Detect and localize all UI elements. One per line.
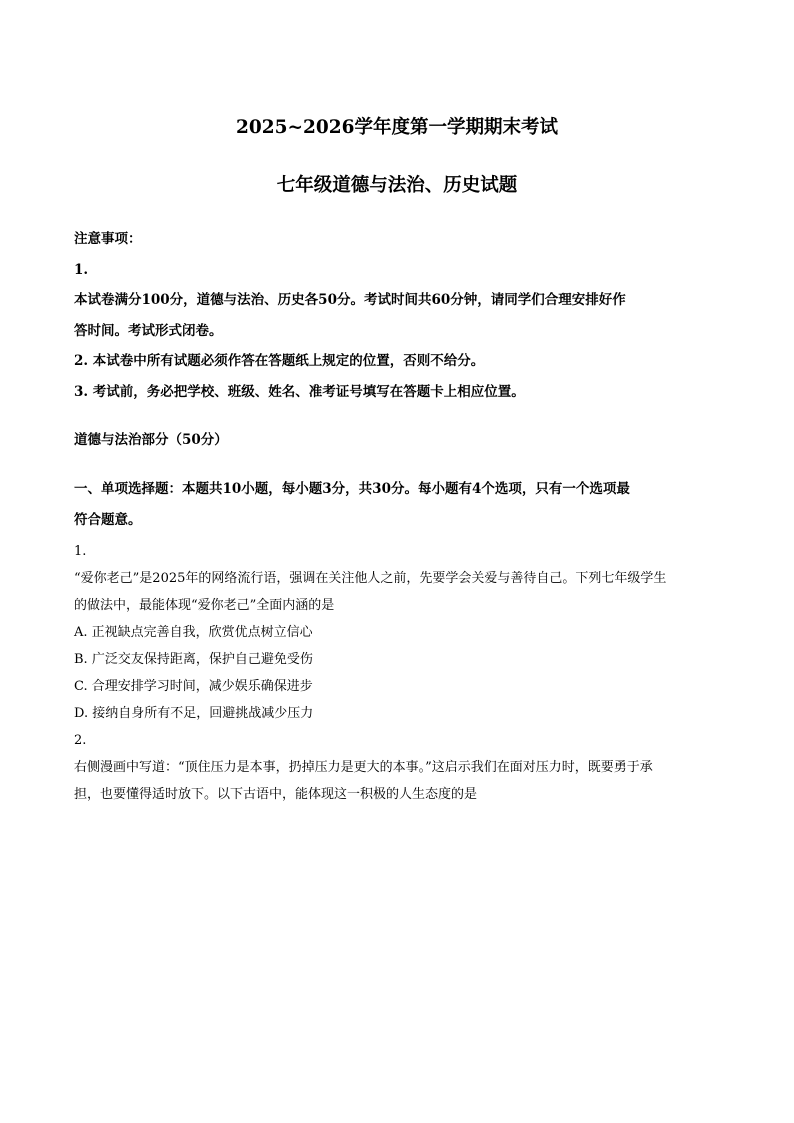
exam-title: 2025~2026学年度第一学期期末考试 xyxy=(236,117,558,138)
question-stem-line-1: 右侧漫画中写道：“顶住压力是本事，扔掉压力是更大的本事。”这启示我们在面对压力时，既要勇于承 xyxy=(74,760,653,775)
notice-item-1-line-2: 答时间。考试形式闭卷。 xyxy=(74,322,223,339)
question-stem-line-2: 担，也要懂得适时放下。以下古语中，能体现这一积极的人生态度的是 xyxy=(74,787,478,802)
option-d: D. 接纳自身所有不足，回避挑战减少压力 xyxy=(74,706,314,721)
question-number: 2. xyxy=(74,733,87,748)
section-title: 道德与法治部分（50分） xyxy=(74,432,228,448)
option-b: B. 广泛交友保持距离，保护自己避免受伤 xyxy=(74,652,313,667)
option-a: A. 正视缺点完善自我，欣赏优点树立信心 xyxy=(74,625,313,640)
section-heading xyxy=(74,425,724,456)
option-c: C. 合理安排学习时间，减少娱乐确保进步 xyxy=(74,679,313,694)
part-one-line-2: 符合题意。 xyxy=(74,511,142,528)
notice-item-1-number: 1. xyxy=(74,261,89,278)
notice-heading: 注意事项： xyxy=(74,231,142,247)
question-stem-line-2: 的做法中，最能体现“爱你老己”全面内涵的是 xyxy=(74,598,335,613)
question-1 xyxy=(74,538,724,727)
question-2 xyxy=(74,727,724,808)
exam-subtitle: 七年级道德与法治、历史试题 xyxy=(276,175,518,196)
notice-item-2: 2. 本试卷中所有试题必须作答在答题纸上规定的位置，否则不给分。 xyxy=(74,353,485,369)
part-one-line-1: 一、单项选择题：本题共10小题，每小题3分，共30分。每小题有4个选项，只有一个选项最 xyxy=(74,481,630,497)
notice-item-1-line-1: 本试卷满分100分，道德与法治、历史各50分。考试时间共60分钟，请同学们合理安排好作 xyxy=(74,292,626,308)
notice-item-3: 3. 考试前，务必把学校、班级、姓名、准考证号填写在答题卡上相应位置。 xyxy=(74,383,525,400)
part-one-instructions xyxy=(74,474,724,535)
notice-block xyxy=(74,224,724,407)
question-stem-line-1: “爱你老己”是2025年的网络流行语，强调在关注他人之前，先要学会关爱与善待自己。下列七年级学生 xyxy=(74,571,667,586)
question-number: 1. xyxy=(74,544,87,559)
